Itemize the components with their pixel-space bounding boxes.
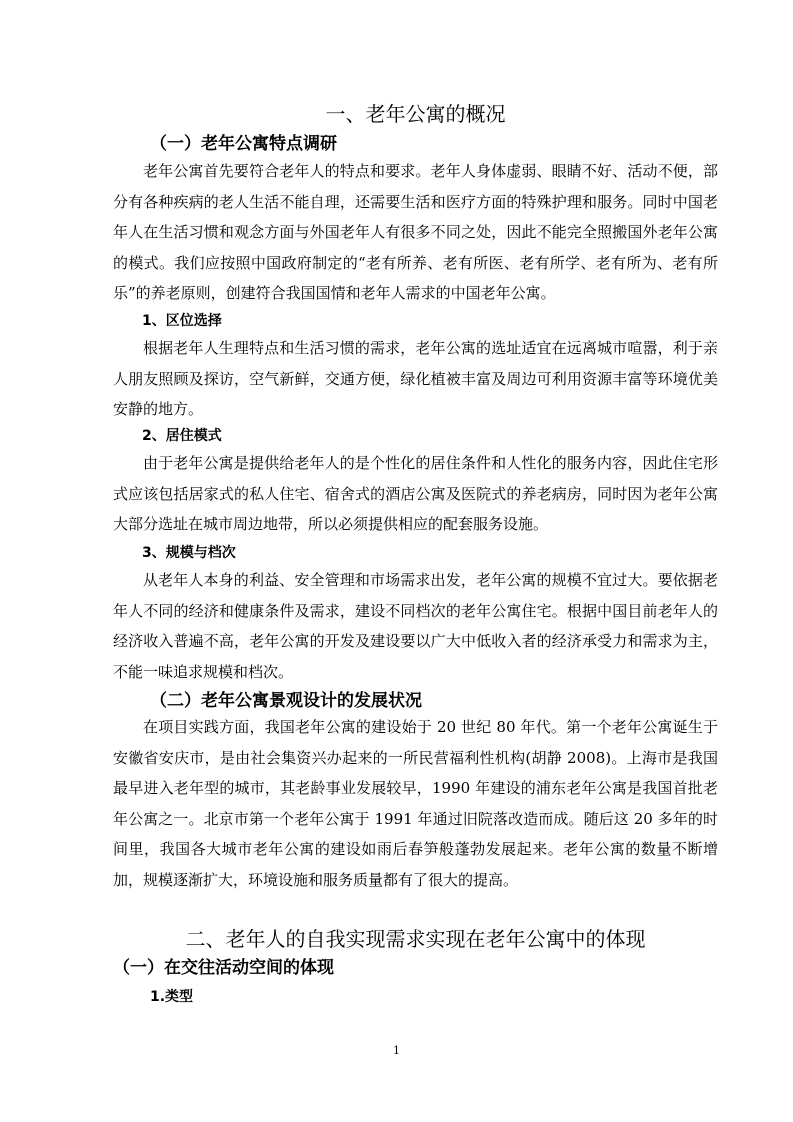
item-1-paragraph: 根据老年人生理特点和生活习惯的需求，老年公寓的选址适宜在远离城市喧嚣，利于亲人朋友照顾及探访，空气新鲜，交通方便，绿化植被丰富及周边可利用资源丰富等环境优美安静的地方。 (113, 339, 718, 418)
section-2-1-title: （一）在交往活动空间的体现 (113, 958, 334, 978)
section-1-2-paragraph: 在项目实践方面，我国老年公寓的建设始于 20 世纪 80 年代。第一个老年公寓诞生于安徽省安庆市，是由社会集资兴办起来的一所民营福利性机构(胡静 2008)。上海市是我国最早进入老年型的城市，其老龄事业发展较早，1990 年建设的浦东老年公寓是我国首批老年公寓之一。北京市第一个老年公寓于 1991 年通过旧院落改造而成。随后这 20 多年的时间里，我国各大城市老年公寓的建设如雨后春笋般蓬勃发展起来。老年公寓的数量不断增加，规模逐渐扩大，环境设施和服务质量都有了很大的提高。 (113, 718, 718, 889)
section-1-title: 一、老年公寓的概况 (325, 102, 506, 126)
item-3-paragraph: 从老年人本身的利益、安全管理和市场需求出发，老年公寓的规模不宜过大。要依据老年人不同的经济和健康条件及需求，建设不同档次的老年公寓住宅。根据中国目前老年人的经济收入普遍不高，老年公寓的开发及建设要以广大中低收入者的经济承受力和需求为主，不能一味追求规模和档次。 (113, 571, 718, 681)
section-2-title: 二、老年人的自我实现需求实现在老年公寓中的体现 (185, 927, 646, 951)
section-1-1-title: （一）老年公寓特点调研 (150, 134, 337, 154)
item-2-title: 2、居住模式 (142, 428, 222, 444)
item-3-title: 3、规模与档次 (142, 545, 236, 561)
section-1-1-intro-paragraph: 老年公寓首先要符合老年人的特点和要求。老年人身体虚弱、眼睛不好、活动不便，部分有各种疾病的老人生活不能自理，还需要生活和医疗方面的特殊护理和服务。同时中国老年人在生活习惯和观念方面与外国老年人有很多不同之处，因此不能完全照搬国外老年公寓的模式。我们应按照中国政府制定的“老有所养、老有所医、老有所学、老有所为、老有所乐”的养老原则，创建符合我国国情和老年人需求的中国老年公寓。 (113, 162, 718, 302)
item-2-paragraph: 由于老年公寓是提供给老年人的是个性化的居住条件和人性化的服务内容，因此住宅形式应该包括居家式的私人住宅、宿舍式的酒店公寓及医院式的养老病房，同时因为老年公寓大部分选址在城市周边地带，所以必须提供相应的配套服务设施。 (113, 454, 718, 533)
item-1-title: 1、区位选择 (142, 313, 222, 329)
section-1-2-title: （二）老年公寓景观设计的发展状况 (150, 691, 422, 711)
section-2-1-item-1-title: 1.类型 (150, 989, 194, 1005)
page-number: 1 (393, 1044, 400, 1057)
